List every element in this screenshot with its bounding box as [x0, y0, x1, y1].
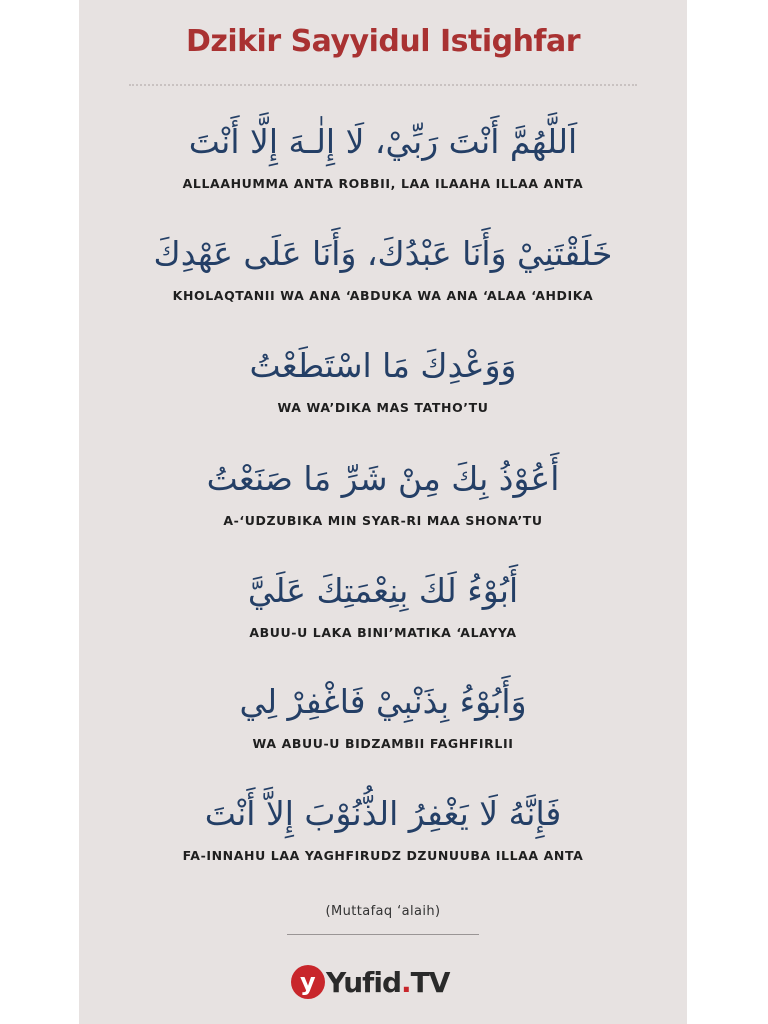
- logo-suffix: TV: [410, 965, 450, 999]
- arabic-text: وَأَبُوْءُ بِذَنْبِيْ فَاغْفِرْ لِي: [239, 682, 527, 721]
- poster-card: [79, 0, 687, 1024]
- page-title: Dzikir Sayyidul Istighfar: [185, 24, 581, 59]
- arabic-text: أَعُوْذُ بِكَ مِنْ شَرِّ مَا صَنَعْتُ: [206, 459, 560, 498]
- transliteration: FA-INNAHU LAA YAGHFIRUDZ DZUNUUBA ILLAA ANTA: [182, 848, 584, 863]
- transliteration: ALLAAHUMMA ANTA ROBBII, LAA ILAAHA ILLAA ANTA: [182, 176, 584, 191]
- dzikir-line-5: [79, 567, 687, 641]
- arabic-text: أَبُوْءُ لَكَ بِنِعْمَتِكَ عَلَيَّ: [247, 571, 519, 610]
- dzikir-line-3: [79, 342, 687, 416]
- logo-dot: .: [401, 965, 411, 999]
- dzikir-line-1: [79, 118, 687, 192]
- hadith-source: (Muttafaq ‘alaih): [325, 904, 441, 919]
- arabic-text: خَلَقْتَنِيْ وَأَنَا عَبْدُكَ، وَأَنَا عَلَى عَهْدِكَ: [153, 234, 613, 273]
- yufid-mark-icon: [291, 965, 325, 999]
- transliteration: ABUU-U LAKA BINI’MATIKA ‘ALAYYA: [249, 625, 517, 640]
- dzikir-line-2: [79, 230, 687, 304]
- dzikir-line-7: [79, 790, 687, 864]
- arabic-text: وَوَعْدِكَ مَا اسْتَطَعْتُ: [249, 346, 517, 385]
- dzikir-line-4: [79, 455, 687, 529]
- yufid-tv-logo: [291, 962, 449, 1002]
- transliteration: KHOLAQTANII WA ANA ‘ABDUKA WA ANA ‘ALAA ‘AHDIKA: [172, 288, 594, 303]
- transliteration: A-‘UDZUBIKA MIN SYAR-RI MAA SHONA’TU: [223, 513, 543, 528]
- logo-wordmark: [326, 966, 449, 999]
- title-divider: [129, 84, 637, 86]
- arabic-text: فَإِنَّهُ لَا يَغْفِرُ الذُّنُوْبَ إِلاَّ أَنْتَ: [204, 794, 562, 833]
- logo-name: Yufid: [326, 965, 401, 999]
- transliteration: WA ABUU-U BIDZAMBII FAGHFIRLII: [252, 736, 514, 751]
- dzikir-line-6: [79, 678, 687, 752]
- arabic-text: اَللَّهُمَّ أَنْتَ رَبِّيْ، لَا إِلٰـهَ إِلَّا أَنْتَ: [188, 122, 578, 161]
- transliteration: WA WA’DIKA MAS TATHO’TU: [277, 400, 489, 415]
- source-divider: [287, 934, 479, 935]
- logo-mark-letter: y: [300, 968, 316, 996]
